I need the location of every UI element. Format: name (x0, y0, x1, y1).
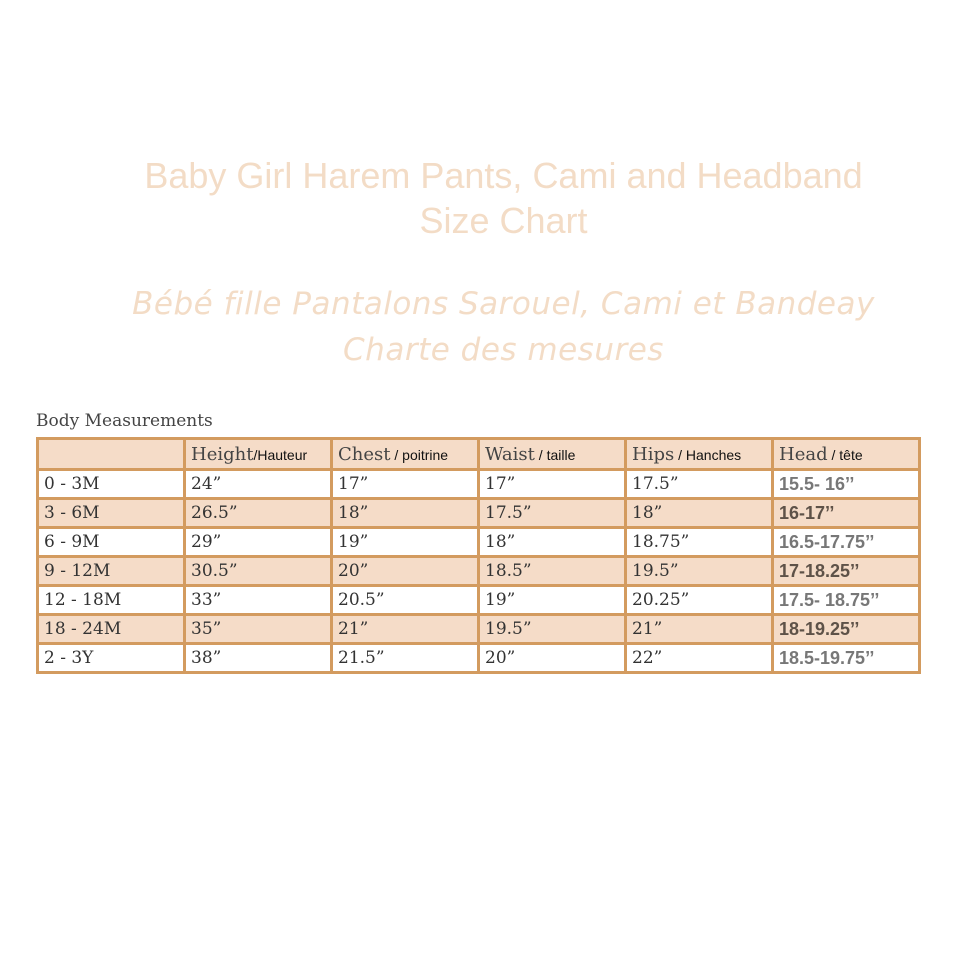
table-row (38, 615, 920, 644)
table-cell: 22” (626, 644, 773, 673)
title-french (0, 281, 980, 373)
header-cell-height: Height/Hauteur (185, 439, 332, 470)
table-cell: 16-17’’ (773, 499, 920, 528)
header-cell-waist: Waist / taille (479, 439, 626, 470)
title-french-line-2: Charte des mesures (343, 332, 664, 368)
table-cell: 18.5-19.75’’ (773, 644, 920, 673)
table-cell: 18” (626, 499, 773, 528)
table-cell: 17-18.25’’ (773, 557, 920, 586)
table-row (38, 586, 920, 615)
table-cell: 21” (626, 615, 773, 644)
table-cell: 18” (479, 528, 626, 557)
table-cell: 24” (185, 470, 332, 499)
table-cell: 18” (332, 499, 479, 528)
table-cell: 16.5-17.75’’ (773, 528, 920, 557)
table-cell: 9 - 12M (38, 557, 185, 586)
table-cell: 38” (185, 644, 332, 673)
header-cell-hips: Hips / Hanches (626, 439, 773, 470)
table-cell: 33” (185, 586, 332, 615)
table-cell: 19” (479, 586, 626, 615)
table-cell: 30.5” (185, 557, 332, 586)
table-cell: 0 - 3M (38, 470, 185, 499)
table-row (38, 644, 920, 673)
table-cell: 18.5” (479, 557, 626, 586)
section-label: Body Measurements (36, 411, 213, 431)
table-cell: 15.5- 16’’ (773, 470, 920, 499)
table-row (38, 499, 920, 528)
header-cell-head: Head / tête (773, 439, 920, 470)
table-cell: 18-19.25’’ (773, 615, 920, 644)
table-cell: 18 - 24M (38, 615, 185, 644)
table-cell: 2 - 3Y (38, 644, 185, 673)
table-cell: 3 - 6M (38, 499, 185, 528)
table-cell: 20.5” (332, 586, 479, 615)
table-row (38, 557, 920, 586)
size-chart-table (36, 437, 921, 674)
table-cell: 19” (332, 528, 479, 557)
title-english-line-1: Baby Girl Harem Pants, Cami and Headband (144, 155, 863, 196)
table-cell: 21” (332, 615, 479, 644)
title-english (0, 153, 980, 243)
header-cell-size (38, 439, 185, 470)
table-cell: 19.5” (626, 557, 773, 586)
table-cell: 20.25” (626, 586, 773, 615)
header-cell-chest: Chest / poitrine (332, 439, 479, 470)
title-english-line-2: Size Chart (419, 200, 588, 241)
table-cell: 35” (185, 615, 332, 644)
table-cell: 17” (332, 470, 479, 499)
title-french-line-1: Bébé fille Pantalons Sarouel, Cami et Bandeay (132, 286, 875, 322)
table-cell: 21.5” (332, 644, 479, 673)
table-cell: 18.75” (626, 528, 773, 557)
table-row (38, 528, 920, 557)
table-cell: 12 - 18M (38, 586, 185, 615)
table-cell: 17.5- 18.75’’ (773, 586, 920, 615)
table-cell: 17” (479, 470, 626, 499)
table-cell: 29” (185, 528, 332, 557)
table-cell: 20” (479, 644, 626, 673)
table-header-row (38, 439, 920, 470)
table-cell: 6 - 9M (38, 528, 185, 557)
table-cell: 26.5” (185, 499, 332, 528)
table-row (38, 470, 920, 499)
table-cell: 17.5” (479, 499, 626, 528)
table-cell: 19.5” (479, 615, 626, 644)
table-cell: 20” (332, 557, 479, 586)
table-cell: 17.5” (626, 470, 773, 499)
